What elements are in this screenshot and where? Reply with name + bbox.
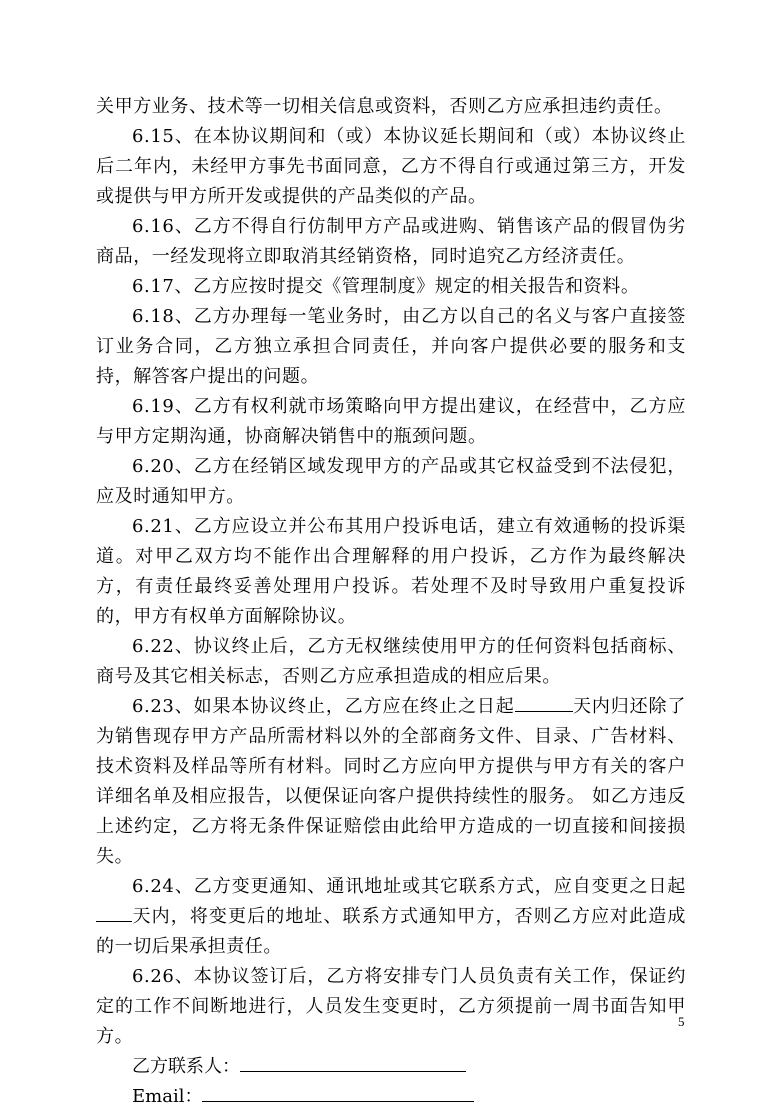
contact-blank[interactable] — [240, 1053, 466, 1072]
clause-6-20: 6.20、乙方在经销区域发现甲方的产品或其它权益受到不法侵犯，应及时通知甲方。 — [96, 456, 686, 507]
document-body — [96, 92, 686, 1112]
clause-6-15: 6.15、在本协议期间和（或）本协议延长期间和（或）本协议终止后二年内，未经甲方事先书面同意，乙方不得自行或通过第三方，开发或提供与甲方所开发或提供的产品类似的产品。 — [96, 126, 686, 207]
clause-6-21: 6.21、乙方应设立并公布其用户投诉电话，建立有效通畅的投诉渠道。对甲乙双方均不能作出合理解释的用户投诉，乙方作为最终解决方，有责任最终妥善处理用户投诉。若处理不及时导致用户重复投诉的，甲方有权单方面解除协议。 — [96, 516, 686, 627]
clause-6-22: 6.22、协议终止后，乙方无权继续使用甲方的任何资料包括商标、商号及其它相关标志，否则乙方应承担造成的相应后果。 — [96, 636, 686, 687]
clause-6-24-before: 6.24、乙方变更通知、通讯地址或其它联系方式，应自变更之日起 — [132, 876, 686, 897]
email-line — [96, 1082, 686, 1112]
days-blank-6-24[interactable] — [96, 903, 132, 922]
clause-6-23-after: 天内归还除了为销售现存甲方产品所需材料以外的全部商务文件、目录、广告材料、技术资料及样品等所有材料。同时乙方应向甲方提供与甲方有关的客户详细名单及相应报告，以便保证向客户提供持续性的服务。 如乙方违反上述约定，乙方将无条件保证赔偿由此给甲方造成的一切直接和间接损失。 — [96, 696, 686, 867]
clause-6-16: 6.16、乙方不得自行仿制甲方产品或进购、销售该产品的假冒伪劣商品，一经发现将立即取消其经销资格，同时追究乙方经济责任。 — [96, 216, 686, 267]
paragraph-continuation: 关甲方业务、技术等一切相关信息或资料，否则乙方应承担违约责任。 — [96, 96, 673, 117]
clause-6-24-after: 天内，将变更后的地址、联系方式通知甲方，否则乙方应对此造成的一切后果承担责任。 — [96, 906, 686, 957]
contact-line — [96, 1052, 686, 1082]
clause-6-17: 6.17、乙方应按时提交《管理制度》规定的相关报告和资料。 — [132, 276, 640, 297]
clause-6-26: 6.26、本协议签订后，乙方将安排专门人员负责有关工作，保证约定的工作不间断地进行，人员发生变更时，乙方须提前一周书面告知甲方。 — [96, 966, 686, 1047]
days-blank-6-23[interactable] — [515, 693, 573, 712]
clause-6-23-before: 6.23、如果本协议终止，乙方应在终止之日起 — [132, 696, 515, 717]
email-label: Email： — [132, 1086, 203, 1107]
email-blank[interactable] — [202, 1083, 474, 1102]
page-number: 5 — [678, 1014, 685, 1029]
clause-6-24 — [96, 872, 686, 962]
contact-label: 乙方联系人： — [132, 1056, 240, 1077]
clause-6-18: 6.18、乙方办理每一笔业务时，由乙方以自己的名义与客户直接签订业务合同，乙方独立承担合同责任，并向客户提供必要的服务和支持，解答客户提出的问题。 — [96, 306, 686, 387]
clause-6-23 — [96, 692, 686, 872]
clause-6-19: 6.19、乙方有权利就市场策略向甲方提出建议，在经营中，乙方应与甲方定期沟通，协商解决销售中的瓶颈问题。 — [96, 396, 686, 447]
